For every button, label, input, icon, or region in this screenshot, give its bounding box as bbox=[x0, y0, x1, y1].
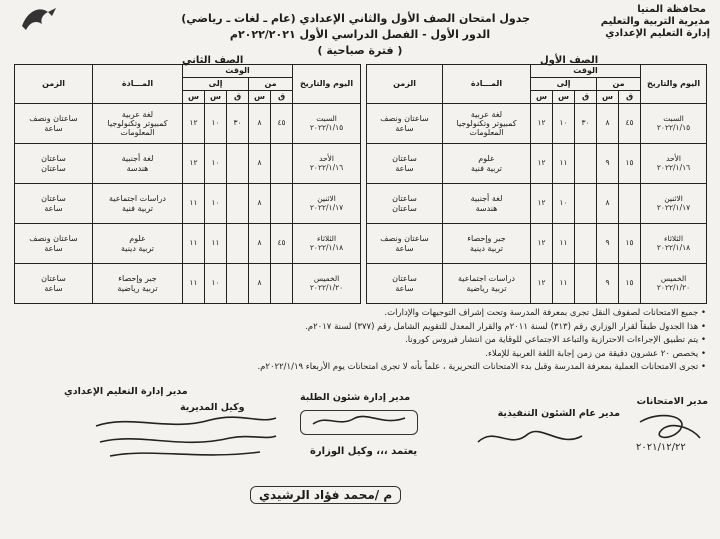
grade-first-label: الصف الأول bbox=[540, 55, 599, 66]
day-name: الخميس bbox=[660, 273, 687, 283]
hour-header: س bbox=[597, 91, 619, 104]
day-date-cell bbox=[293, 224, 361, 264]
end-hour-cell: ١١ bbox=[183, 184, 205, 224]
schedule-row bbox=[15, 104, 361, 144]
day-name: الاثنين bbox=[317, 193, 336, 203]
exam-date: ٢٠٢٢/١/١٥ bbox=[656, 122, 691, 132]
handwritten-date: ٢٠٢١/١٢/٢٢ bbox=[636, 442, 686, 453]
day-name: الثلاثاء bbox=[317, 233, 337, 243]
subject-cell: علوم تربية دينية bbox=[93, 224, 183, 264]
day-date-header: اليوم والتاريخ bbox=[641, 65, 707, 104]
minute-header: ق bbox=[575, 91, 597, 104]
duration-cell: ساعتان ونصف ساعة bbox=[367, 104, 443, 144]
ministry-logo bbox=[18, 4, 58, 34]
to-header: إلى bbox=[531, 78, 597, 91]
grade-second-label: الصف الثاني bbox=[182, 55, 244, 66]
day-date-cell bbox=[293, 144, 361, 184]
schedule-row bbox=[15, 264, 361, 304]
end-hour-cell: ١٢ bbox=[183, 104, 205, 144]
to-minute-cell: ٣٠ bbox=[227, 104, 249, 144]
from-minute-cell bbox=[271, 264, 293, 304]
from-minute-cell: ١٥ bbox=[619, 224, 641, 264]
to-minute-cell bbox=[575, 144, 597, 184]
to-hour-cell: ١١ bbox=[553, 224, 575, 264]
exam-date: ٢٠٢٢/١/١٨ bbox=[656, 242, 691, 252]
note-item: • جميع الامتحانات لصفوف النقل تجرى بمعرفة المدرسة وتحت إشراف التوجيهات والإدارات. bbox=[384, 308, 706, 318]
note-item: • يتم تطبيق الإجراءات الاحترازية والتباعد الاجتماعي للوقاية من انتشار فيروس كورونا. bbox=[405, 335, 706, 345]
end-hour-cell: ١٢ bbox=[531, 264, 553, 304]
to-minute-cell bbox=[575, 184, 597, 224]
schedule-subtitle: الدور الأول - الفصل الدراسي الأول ٢٠٢٢/٢٠٢١م bbox=[229, 28, 491, 41]
notes-list bbox=[66, 307, 706, 375]
executive-affairs-title: مدير عام الشئون التنفيذية bbox=[497, 408, 620, 419]
from-minute-cell bbox=[271, 184, 293, 224]
to-hour-cell: ١٠ bbox=[553, 184, 575, 224]
from-hour-cell: ٩ bbox=[597, 144, 619, 184]
approval-line: يعتمد ،،، وكيل الوزارة bbox=[310, 446, 418, 457]
exams-director-signature bbox=[630, 408, 710, 463]
minute-header: ق bbox=[271, 91, 293, 104]
duration-cell: ساعتان ونصف ساعة bbox=[367, 224, 443, 264]
note-item: • تجرى الامتحانات العملية بمعرفة المدرسة وقبل بدء الامتحانات التحريرية ، علماً بأنه لا تجرى امتحانات يوم الأربعاء ٢٠٢٢/١/١٩م. bbox=[257, 362, 706, 372]
from-minute-cell: ١٥ bbox=[619, 144, 641, 184]
day-date-cell bbox=[293, 184, 361, 224]
day-date-cell bbox=[641, 264, 707, 304]
to-hour-cell: ١٠ bbox=[205, 184, 227, 224]
hour-header: س bbox=[183, 91, 205, 104]
from-hour-cell: ٩ bbox=[597, 264, 619, 304]
subject-cell: لغة عربية كمبيوتر وتكنولوجيا المعلومات bbox=[93, 104, 183, 144]
exam-date: ٢٠٢٢/١/١٧ bbox=[656, 202, 691, 212]
to-hour-cell: ١١ bbox=[553, 264, 575, 304]
department-name: إدارة التعليم الإعدادي bbox=[605, 28, 710, 39]
subject-cell: جبر وإحصاء تربية رياضية bbox=[93, 264, 183, 304]
duration-cell: ساعتان ساعة bbox=[15, 264, 93, 304]
day-date-header: اليوم والتاريخ bbox=[293, 65, 361, 104]
schedule-period: ( فترة صباحية ) bbox=[317, 44, 403, 57]
time-header: الوقت bbox=[531, 65, 641, 78]
note-item: • يخصص ٢٠ عشرون دقيقة من زمن إجابة اللغة العربية للإملاء. bbox=[485, 348, 706, 359]
to-hour-cell: ١٠ bbox=[553, 104, 575, 144]
schedule-row bbox=[15, 144, 361, 184]
grade-second-table bbox=[14, 64, 361, 304]
from-hour-cell: ٩ bbox=[597, 224, 619, 264]
exam-date: ٢٠٢٢/١/١٨ bbox=[309, 242, 344, 252]
to-minute-cell: ٣٠ bbox=[575, 104, 597, 144]
from-minute-cell bbox=[619, 184, 641, 224]
day-date-cell bbox=[293, 104, 361, 144]
from-hour-cell: ٨ bbox=[249, 264, 271, 304]
directorate-name: مديرية التربية والتعليم bbox=[600, 16, 710, 27]
to-hour-cell: ١٠ bbox=[205, 104, 227, 144]
hour-header: س bbox=[531, 91, 553, 104]
note-item: • هذا الجدول طبقاً لقرار الوزاري رقم (٣١٣) لسنة ٢٠١١م والقرار المعدل للتقويم الشامل رقم (٣٧٧) لسنة ٢٠١٧م. bbox=[305, 321, 706, 332]
exam-date: ٢٠٢٢/١/٢٠ bbox=[309, 282, 344, 292]
subject-header: المـــادة bbox=[93, 65, 183, 104]
to-hour-cell: ١١ bbox=[205, 224, 227, 264]
schedule-row bbox=[367, 144, 707, 184]
duration-cell: ساعتان ونصف ساعة bbox=[15, 224, 93, 264]
exam-date: ٢٠٢٢/١/١٦ bbox=[656, 162, 691, 172]
duration-header: الزمن bbox=[15, 65, 93, 104]
from-hour-cell: ٨ bbox=[249, 104, 271, 144]
end-hour-cell: ١١ bbox=[183, 264, 205, 304]
from-minute-cell: ٤٥ bbox=[271, 104, 293, 144]
subject-cell: لغة عربية كمبيوتر وتكنولوجيا المعلومات bbox=[443, 104, 531, 144]
subject-cell: علوم تربية فنية bbox=[443, 144, 531, 184]
day-date-cell bbox=[641, 184, 707, 224]
from-minute-cell: ٤٥ bbox=[271, 224, 293, 264]
deputy-directorate-title: وكيل المديرية bbox=[180, 402, 245, 413]
day-name: السبت bbox=[316, 113, 337, 123]
to-hour-cell: ١٠ bbox=[205, 144, 227, 184]
from-hour-cell: ٨ bbox=[249, 184, 271, 224]
day-name: الأحد bbox=[666, 153, 682, 163]
end-hour-cell: ١٢ bbox=[531, 224, 553, 264]
from-hour-cell: ٨ bbox=[249, 144, 271, 184]
hour-header: س bbox=[205, 91, 227, 104]
deputy-signature-stamp bbox=[90, 410, 280, 462]
day-date-cell bbox=[641, 144, 707, 184]
to-minute-cell bbox=[227, 224, 249, 264]
day-name: السبت bbox=[663, 113, 684, 123]
day-date-cell bbox=[641, 224, 707, 264]
schedule-row bbox=[367, 184, 707, 224]
time-header: الوقت bbox=[183, 65, 293, 78]
minute-header: ق bbox=[227, 91, 249, 104]
subject-cell: جبر وإحصاء تربية دينية bbox=[443, 224, 531, 264]
day-date-cell bbox=[293, 264, 361, 304]
schedule-title: جدول امتحان الصف الأول والثاني الإعدادي (عام ـ لغات ـ رياضي) bbox=[181, 12, 530, 25]
governorate-name: محافظة المنيا bbox=[637, 4, 706, 15]
hour-header: س bbox=[553, 91, 575, 104]
from-minute-cell: ١٥ bbox=[619, 264, 641, 304]
duration-cell: ساعتان ونصف ساعة bbox=[15, 104, 93, 144]
subject-cell: لغة أجنبية هندسة bbox=[93, 144, 183, 184]
from-hour-cell: ٨ bbox=[597, 184, 619, 224]
subject-cell: دراسات اجتماعية تربية فنية bbox=[93, 184, 183, 224]
student-affairs-stamp bbox=[300, 410, 418, 435]
duration-header: الزمن bbox=[367, 65, 443, 104]
executive-affairs-signature bbox=[470, 422, 590, 452]
schedule-row bbox=[15, 224, 361, 264]
from-hour-cell: ٨ bbox=[249, 224, 271, 264]
day-name: الخميس bbox=[313, 273, 340, 283]
to-minute-cell bbox=[575, 224, 597, 264]
subject-cell: لغة أجنبية هندسة bbox=[443, 184, 531, 224]
end-hour-cell: ١٢ bbox=[531, 184, 553, 224]
day-name: الاثنين bbox=[664, 193, 683, 203]
duration-cell: ساعتان ساعة bbox=[15, 184, 93, 224]
schedule-row bbox=[367, 104, 707, 144]
from-minute-cell: ٤٥ bbox=[619, 104, 641, 144]
schedule-row bbox=[367, 264, 707, 304]
duration-cell: ساعتان ساعتان bbox=[367, 184, 443, 224]
to-minute-cell bbox=[575, 264, 597, 304]
schedule-row bbox=[15, 184, 361, 224]
from-hour-cell: ٨ bbox=[597, 104, 619, 144]
end-hour-cell: ١٢ bbox=[531, 104, 553, 144]
from-header: من bbox=[597, 78, 641, 91]
day-date-cell bbox=[641, 104, 707, 144]
hour-header: س bbox=[249, 91, 271, 104]
end-hour-cell: ١٢ bbox=[183, 144, 205, 184]
director-prep-title: مدير إدارة التعليم الإعدادي bbox=[64, 386, 188, 397]
day-name: الأحد bbox=[319, 153, 335, 163]
grade-first-table bbox=[366, 64, 707, 304]
schedule-row bbox=[367, 224, 707, 264]
duration-cell: ساعتان ساعتان bbox=[15, 144, 93, 184]
end-hour-cell: ١١ bbox=[183, 224, 205, 264]
exam-date: ٢٠٢٢/١/١٦ bbox=[309, 162, 344, 172]
duration-cell: ساعتان ساعة bbox=[367, 144, 443, 184]
exam-date: ٢٠٢٢/١/١٧ bbox=[309, 202, 344, 212]
to-minute-cell bbox=[227, 184, 249, 224]
subject-cell: دراسات اجتماعية تربية رياضية bbox=[443, 264, 531, 304]
day-name: الثلاثاء bbox=[664, 233, 684, 243]
end-hour-cell: ١٢ bbox=[531, 144, 553, 184]
exam-date: ٢٠٢٢/١/١٥ bbox=[309, 122, 344, 132]
to-hour-cell: ١١ bbox=[553, 144, 575, 184]
student-affairs-title: مدير إدارة شئون الطلبة bbox=[300, 392, 411, 403]
to-minute-cell bbox=[227, 144, 249, 184]
to-minute-cell bbox=[227, 264, 249, 304]
to-hour-cell: ١٠ bbox=[205, 264, 227, 304]
minute-header: ق bbox=[619, 91, 641, 104]
from-minute-cell bbox=[271, 144, 293, 184]
duration-cell: ساعتان ساعة bbox=[367, 264, 443, 304]
subject-header: المـــادة bbox=[443, 65, 531, 104]
exams-director-title: مدير الامتحانات bbox=[636, 396, 708, 407]
to-header: إلى bbox=[183, 78, 249, 91]
from-header: من bbox=[249, 78, 293, 91]
minister-deputy-name: م /محمد فؤاد الرشيدي bbox=[250, 486, 401, 504]
exam-date: ٢٠٢٢/١/٢٠ bbox=[656, 282, 691, 292]
